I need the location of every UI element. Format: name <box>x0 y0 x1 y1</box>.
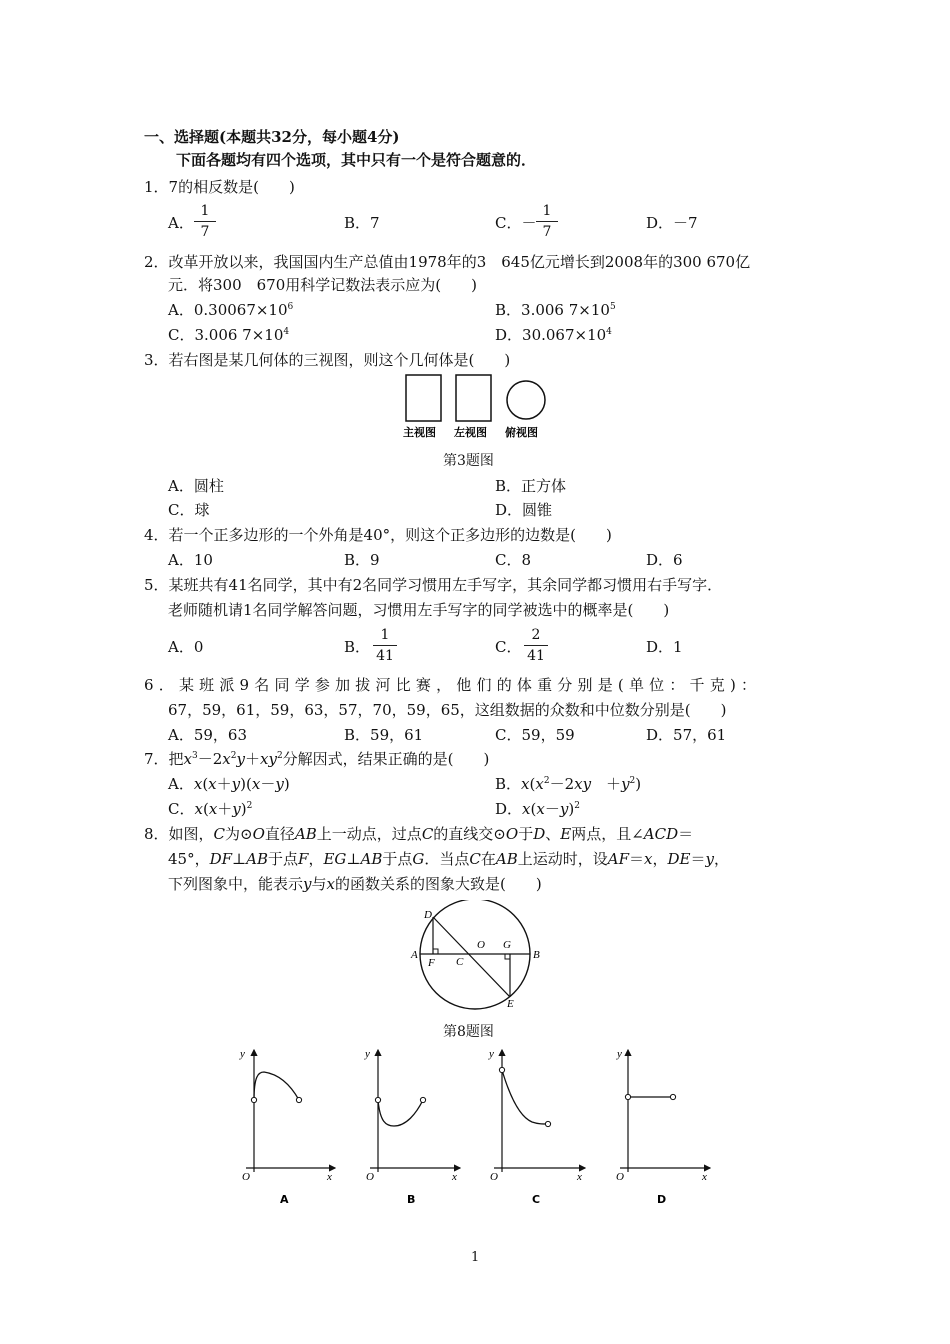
t: 直径 <box>264 825 295 843</box>
t: 为⊙ <box>225 825 253 843</box>
graph-b <box>364 1048 460 1206</box>
graph-a-point-start <box>251 1097 256 1102</box>
graph-c-label: C <box>532 1193 541 1206</box>
t: 8．如图， <box>144 825 214 843</box>
graph-d-label: D <box>657 1193 667 1206</box>
q7-stem-prefix: 7．把 <box>144 750 184 768</box>
view2-label: 左视图 <box>454 426 487 439</box>
graph-a-label: A <box>280 1193 289 1206</box>
v: DF <box>209 850 233 868</box>
t: 、 <box>545 825 561 843</box>
v: y <box>303 875 312 893</box>
v: EG <box>323 850 347 868</box>
graph-b-point-end <box>420 1097 425 1102</box>
denominator: 41 <box>527 648 545 664</box>
label-e: E <box>507 998 514 1010</box>
v: C <box>213 825 226 843</box>
graph-a-y-label: y <box>240 1048 245 1060</box>
q8-caption: 第8题图 <box>443 1024 494 1040</box>
q8-line1 <box>144 824 693 844</box>
q4-option-d: D．6 <box>646 551 683 569</box>
q8-line2 <box>168 849 729 869</box>
q3-three-views-figure <box>398 370 558 444</box>
t: ．当点 <box>424 850 470 868</box>
q2-option-a-base: A．0.30067×10 <box>168 301 288 319</box>
t: ， <box>652 850 668 868</box>
label-c: C <box>456 956 464 968</box>
graph-c <box>488 1048 585 1206</box>
front-view-rect <box>406 375 441 421</box>
t: 的直线交⊙ <box>433 825 506 843</box>
graph-d-x-label: x <box>702 1171 707 1183</box>
v: F <box>298 850 309 868</box>
t: 于 <box>518 825 534 843</box>
page-number: 1 <box>471 1250 480 1265</box>
q3-option-a: A．圆柱 <box>168 477 224 495</box>
q2-option-a <box>168 300 293 320</box>
v: AB <box>294 825 317 843</box>
q4-stem: 4．若一个正多边形的一个外角是40°，则这个正多边形的边数是( ) <box>144 526 612 544</box>
graph-b-x-label: x <box>452 1171 457 1183</box>
q1-option-c-label: C．－ <box>495 214 537 232</box>
graph-a-point-end <box>296 1097 301 1102</box>
right-angle-g <box>505 954 510 959</box>
label-a: A <box>411 949 418 961</box>
q2-option-c-base: C．3.006 7×10 <box>168 326 284 344</box>
numerator: 1 <box>200 203 210 219</box>
t: ， <box>713 850 729 868</box>
q2-option-d-exp: 4 <box>606 327 612 337</box>
v: x <box>644 850 653 868</box>
q7-option-b: B．$x(x^2-2xy$ $+y^2$) <box>495 775 642 793</box>
q7-option-c: C．$x(x+y)^2$ <box>168 800 253 818</box>
v: ACD <box>643 825 679 843</box>
q1-option-c-fraction <box>536 202 558 241</box>
v: DE <box>667 850 691 868</box>
denominator: 7 <box>200 224 210 240</box>
q2-option-d-base: D．30.067×10 <box>495 326 607 344</box>
q2-option-b-base: B．3.006 7×10 <box>495 301 610 319</box>
v: AB <box>360 850 383 868</box>
label-d: D <box>424 909 432 921</box>
q3-stem: 3．若右图是某几何体的三视图，则这个几何体是( ) <box>144 351 511 369</box>
t: 上运动时，设 <box>517 850 608 868</box>
t: 下列图象中，能表示 <box>168 875 304 893</box>
q2-option-b-exp: 5 <box>609 302 616 312</box>
t: 45°， <box>168 850 210 868</box>
v: G <box>412 850 425 868</box>
q1-option-a-label: A． <box>168 214 194 232</box>
numerator: 2 <box>531 627 541 643</box>
q8-line3 <box>168 874 542 894</box>
t: 的函数关系的图象大致是( ) <box>334 875 542 893</box>
q7-option-d-label: D． <box>495 800 523 818</box>
graph-a-curve <box>254 1072 299 1100</box>
side-view-rect <box>456 375 491 421</box>
q3-caption: 第3题图 <box>443 453 494 469</box>
t: 与 <box>311 875 327 893</box>
q6-line1: 6．某班派9名同学参加拔河比赛，他们的体重分别是(单位：千克)： <box>144 676 762 694</box>
q5-line2: 老师随机请1名同学解答问题，习惯用左手写字的同学被选中的概率是( ) <box>168 601 670 619</box>
q8-circle-figure <box>400 900 550 1012</box>
graph-b-origin: O <box>366 1171 374 1183</box>
top-view-circle <box>507 381 545 419</box>
graph-a <box>239 1048 335 1206</box>
q2-option-a-exp: 6 <box>287 302 294 312</box>
q6-option-a: A．59，63 <box>168 726 248 744</box>
graph-c-curve <box>502 1070 548 1124</box>
v: E <box>560 825 572 843</box>
q4-option-a: A．10 <box>168 551 213 569</box>
q4-option-b: B．9 <box>344 551 380 569</box>
q6-line2: 67，59，61，59，63，57，70，59，65，这组数据的众数和中位数分别是( ) <box>168 701 727 719</box>
t: 于点 <box>268 850 299 868</box>
section-instruction: 下面各题均有四个选项，其中只有一个是符合题意的． <box>176 151 537 169</box>
label-o: O <box>477 939 485 951</box>
graph-b-y-label: y <box>365 1048 370 1060</box>
q2-line1: 2．改革开放以来，我国国内生产总值由1978年的3 645亿元增长到2008年的300 670亿 <box>144 253 751 271</box>
line-de <box>433 917 510 997</box>
graph-b-label: B <box>407 1193 416 1206</box>
graph-c-point-end <box>545 1121 550 1126</box>
q7-option-a-label: A． <box>168 775 194 793</box>
view1-label: 主视图 <box>403 426 436 439</box>
q6-option-c: C．59，59 <box>495 726 575 744</box>
graph-c-point-start <box>499 1067 504 1072</box>
q8-option-graphs <box>230 1042 730 1212</box>
q5-option-b-label: B． <box>344 638 371 656</box>
graph-a-x-label: x <box>327 1171 332 1183</box>
t: ， <box>308 850 324 868</box>
graph-c-y-label: y <box>489 1048 494 1060</box>
denominator: 41 <box>376 648 394 664</box>
t: 两点，且∠ <box>571 825 644 843</box>
numerator: 1 <box>380 627 390 643</box>
q2-option-c-exp: 4 <box>283 327 290 337</box>
q3-option-b: B．正方体 <box>495 477 567 495</box>
graph-d <box>616 1048 710 1206</box>
v: C <box>469 850 481 868</box>
t: 于点 <box>382 850 413 868</box>
v: D <box>533 825 546 843</box>
v: y <box>705 850 714 868</box>
q7-option-a: A．x(x＋y)(x－y) <box>168 775 290 793</box>
denominator: 7 <box>542 224 552 240</box>
right-angle-f <box>433 949 438 954</box>
q3-option-c: C．球 <box>168 501 210 519</box>
q7-option-b-label: B． <box>495 775 522 793</box>
graph-b-point-start <box>375 1097 380 1102</box>
q5-line1: 5．某班共有41名同学，其中有2名同学习惯用左手写字，其余同学都习惯用右手写字． <box>144 576 723 594</box>
q5-option-a: A．0 <box>168 638 204 656</box>
q7-stem-suffix: 分解因式，结果正确的是( ) <box>282 750 490 768</box>
q1-option-b: B．7 <box>344 214 380 232</box>
t: ＝ <box>629 850 645 868</box>
q2-option-b <box>495 300 616 320</box>
v: C <box>421 825 434 843</box>
t: ⊥ <box>346 850 361 868</box>
graph-a-origin: O <box>242 1171 250 1183</box>
q4-option-c: C．8 <box>495 551 532 569</box>
label-f: F <box>428 957 435 969</box>
q6-option-d: D．57，61 <box>646 726 727 744</box>
t: 在 <box>480 850 496 868</box>
t: 上一动点，过点 <box>316 825 422 843</box>
q7-option-d: D．$x(x-y)^2$ <box>495 800 580 818</box>
numerator: 1 <box>542 203 552 219</box>
graph-d-origin: O <box>616 1171 624 1183</box>
v: O <box>505 825 519 843</box>
label-g: G <box>503 939 511 951</box>
q7-option-c-label: C． <box>168 800 195 818</box>
q1-option-a-fraction <box>194 202 216 241</box>
q2-line2: 元．将300 670用科学记数法表示应为( ) <box>168 276 477 294</box>
q5-option-c-fraction <box>524 626 548 665</box>
graph-b-curve <box>378 1100 423 1126</box>
q5-option-c-label: C． <box>495 638 522 656</box>
t: ＝ <box>690 850 706 868</box>
graph-d-y-label: y <box>617 1048 622 1060</box>
v: AF <box>607 850 629 868</box>
q2-option-c <box>168 325 289 345</box>
v: x <box>326 875 335 893</box>
v: AB <box>246 850 268 868</box>
v: O <box>252 825 265 843</box>
q6-option-b: B．59，61 <box>344 726 424 744</box>
graph-d-point-end <box>670 1094 675 1099</box>
view3-label: 俯视图 <box>505 426 538 439</box>
q1-option-d: D．－7 <box>646 214 698 232</box>
graph-d-point-start <box>625 1094 630 1099</box>
v: AB <box>495 850 518 868</box>
label-b: B <box>533 949 540 961</box>
q7-stem: 7．把$x^3-2x^2y+xy^2$分解因式，结果正确的是( ) <box>144 750 490 768</box>
t: ＝ <box>678 825 694 843</box>
graph-c-origin: O <box>490 1171 498 1183</box>
q3-option-d: D．圆锥 <box>495 501 553 519</box>
q5-option-d: D．1 <box>646 638 683 656</box>
t: ⊥ <box>232 850 247 868</box>
q5-option-b-fraction <box>373 626 397 665</box>
graph-c-x-label: x <box>577 1171 582 1183</box>
q1-stem: 1．7的相反数是( ) <box>144 178 295 196</box>
q2-option-d <box>495 325 612 345</box>
section-title: 一、选择题(本题共32分，每小题4分) <box>144 128 400 146</box>
